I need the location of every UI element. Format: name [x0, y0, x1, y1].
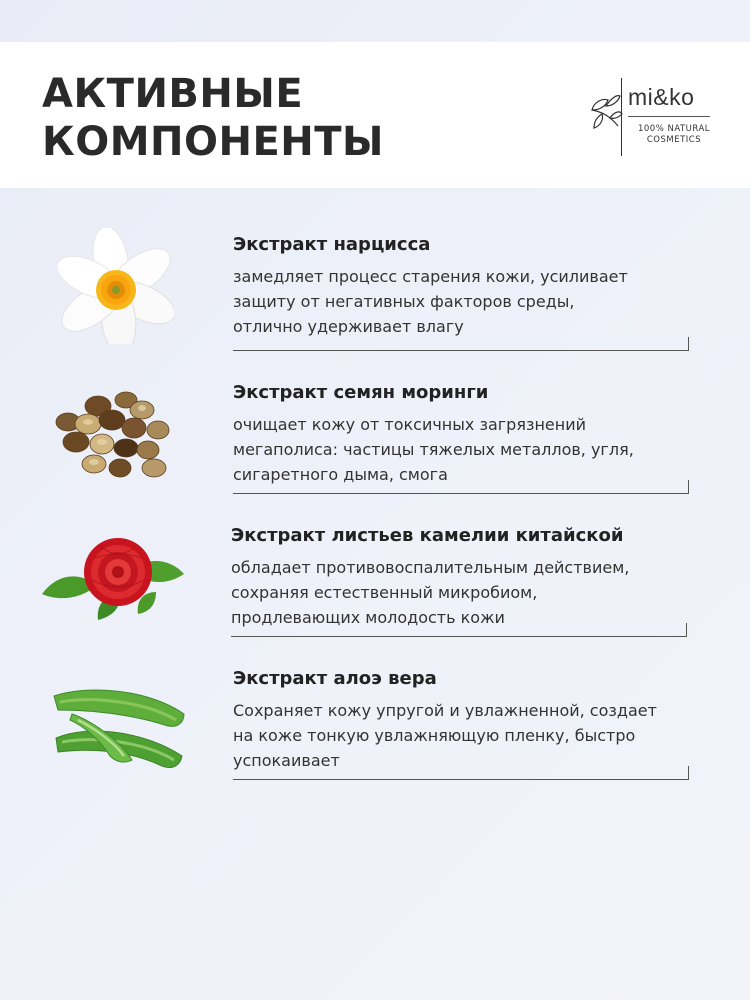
- camellia-image: [38, 528, 188, 628]
- divider-line: [233, 350, 689, 351]
- page-title: [42, 70, 384, 166]
- description-line: продлевающих молодость кожи: [231, 608, 505, 627]
- description-line: сохраняя естественный микробиом,: [231, 583, 538, 602]
- divider-tick: [688, 766, 689, 780]
- item-title: Экстракт нарцисса: [233, 234, 431, 255]
- divider-tick: [688, 480, 689, 494]
- divider-line: [231, 636, 687, 637]
- moringa-seeds-image: [46, 386, 176, 488]
- logo-tag-line-1: 100% NATURAL: [637, 124, 711, 134]
- description-line: очищает кожу от токсичных загрязнений: [233, 415, 587, 434]
- logo-name: mi&ko: [628, 84, 695, 110]
- description-line: мегаполиса: частицы тяжелых металлов, угля,: [233, 440, 634, 459]
- title-line-2: КОМПОНЕНТЫ: [42, 119, 384, 165]
- leaf-icon: [588, 86, 624, 132]
- description-line: Сохраняет кожу упругой и увлажненной, создает: [233, 701, 657, 720]
- item-description: [231, 555, 629, 630]
- logo-tagline: [634, 124, 714, 146]
- title-line-1: АКТИВНЫЕ: [42, 71, 304, 117]
- divider-tick: [688, 337, 689, 351]
- logo-tag-line-2: COSMETICS: [646, 135, 702, 145]
- item-title: Экстракт семян моринги: [233, 382, 489, 403]
- item-title: Экстракт алоэ вера: [233, 668, 437, 689]
- description-line: обладает противовоспалительным действием,: [231, 558, 630, 577]
- logo-rule: [628, 116, 710, 117]
- description-line: замедляет процесс старения кожи, усиливает: [233, 267, 628, 286]
- description-line: отлично удерживает влагу: [233, 317, 464, 336]
- description-line: успокаивает: [233, 751, 340, 770]
- brand-logo: [588, 78, 718, 156]
- aloe-vera-image: [50, 680, 186, 776]
- description-line: на коже тонкую увлажняющую пленку, быстро: [233, 726, 636, 745]
- divider-tick: [686, 623, 687, 637]
- item-description: [233, 698, 657, 773]
- item-description: [233, 412, 634, 487]
- daffodil-image: [58, 228, 174, 344]
- description-line: сигаретного дыма, смога: [233, 465, 448, 484]
- divider-line: [233, 779, 689, 780]
- logo-divider: [621, 78, 622, 156]
- description-line: защиту от негативных факторов среды,: [233, 292, 575, 311]
- item-description: [233, 264, 628, 339]
- divider-line: [233, 493, 689, 494]
- item-title: Экстракт листьев камелии китайской: [231, 525, 624, 546]
